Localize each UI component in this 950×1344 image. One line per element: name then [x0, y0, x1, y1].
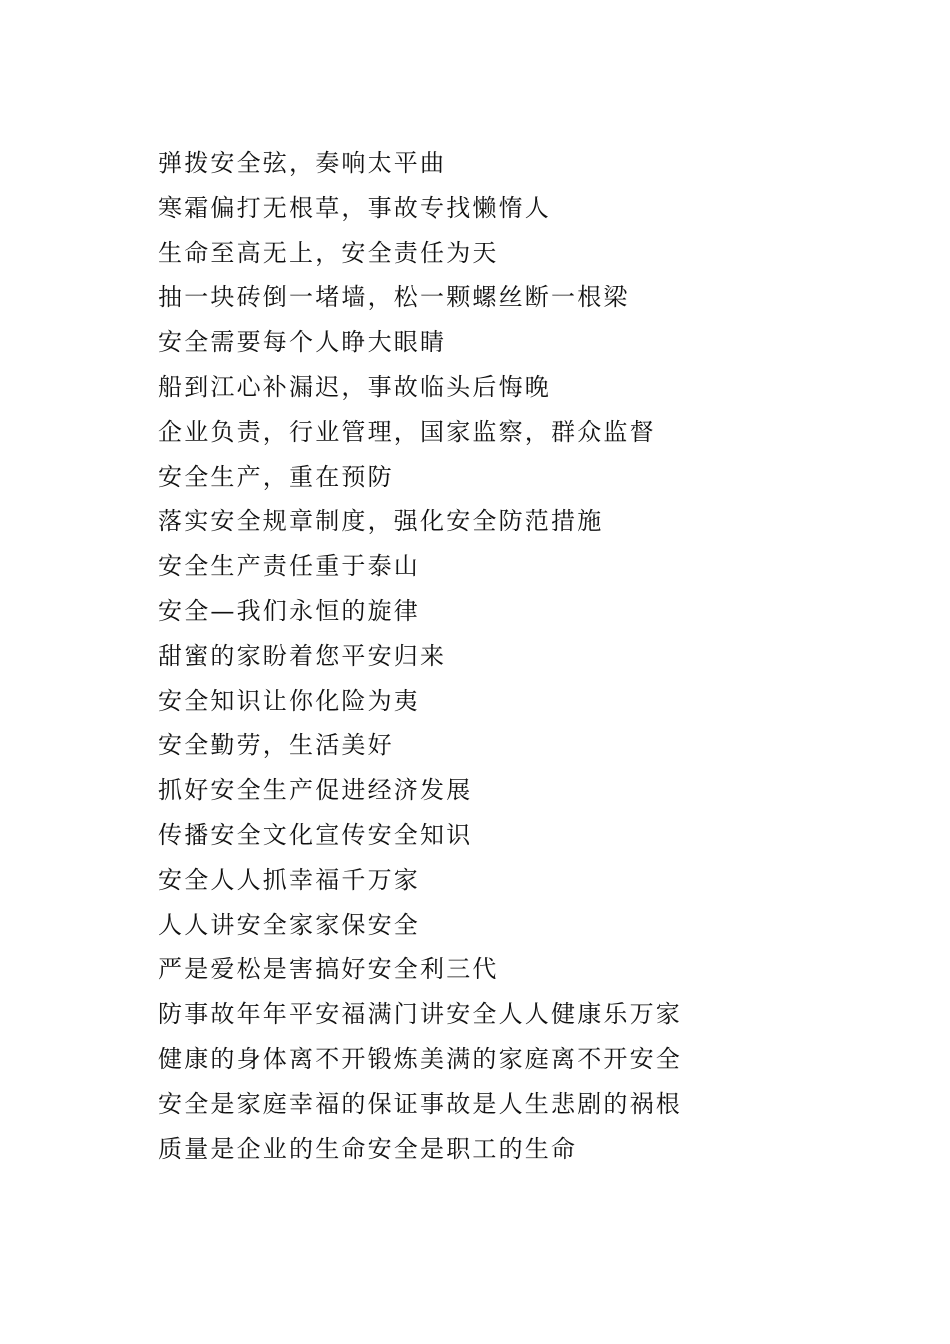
slogan-line: 寒霜偏打无根草，事故专找懒惰人 — [158, 193, 551, 222]
slogan-line: 质量是企业的生命安全是职工的生命 — [158, 1134, 578, 1163]
slogan-line: 生命至高无上，安全责任为天 — [158, 238, 499, 267]
slogan-line: 健康的身体离不开锻炼美满的家庭离不开安全 — [158, 1044, 682, 1073]
slogan-line: 防事故年年平安福满门讲安全人人健康乐万家 — [158, 1000, 682, 1029]
slogan-list — [158, 141, 682, 1171]
slogan-line: 船到江心补漏迟，事故临头后悔晚 — [158, 372, 551, 401]
slogan-line: 抓好安全生产促进经济发展 — [158, 776, 473, 805]
slogan-line: 安全是家庭幸福的保证事故是人生悲剧的祸根 — [158, 1089, 682, 1118]
slogan-line: 甜蜜的家盼着您平安归来 — [158, 641, 447, 670]
slogan-line: 传播安全文化宣传安全知识 — [158, 820, 473, 849]
slogan-line: 落实安全规章制度，强化安全防范措施 — [158, 507, 604, 536]
slogan-line: 安全勤劳，生活美好 — [158, 731, 394, 760]
slogan-line: 企业负责，行业管理，国家监察，群众监督 — [158, 417, 656, 446]
slogan-line: 安全—我们永恒的旋律 — [158, 596, 420, 625]
slogan-line: 安全需要每个人睁大眼睛 — [158, 328, 447, 357]
slogan-line: 严是爱松是害搞好安全利三代 — [158, 955, 499, 984]
slogan-line: 安全生产，重在预防 — [158, 462, 394, 491]
slogan-line: 安全知识让你化险为夷 — [158, 686, 420, 715]
slogan-line: 安全人人抓幸福千万家 — [158, 865, 420, 894]
slogan-line: 弹拨安全弦，奏响太平曲 — [158, 149, 447, 177]
slogan-line: 安全生产责任重于泰山 — [158, 552, 420, 581]
slogan-line: 人人讲安全家家保安全 — [158, 910, 420, 939]
slogan-line: 抽一块砖倒一堵墙，松一颗螺丝断一根梁 — [158, 283, 630, 312]
